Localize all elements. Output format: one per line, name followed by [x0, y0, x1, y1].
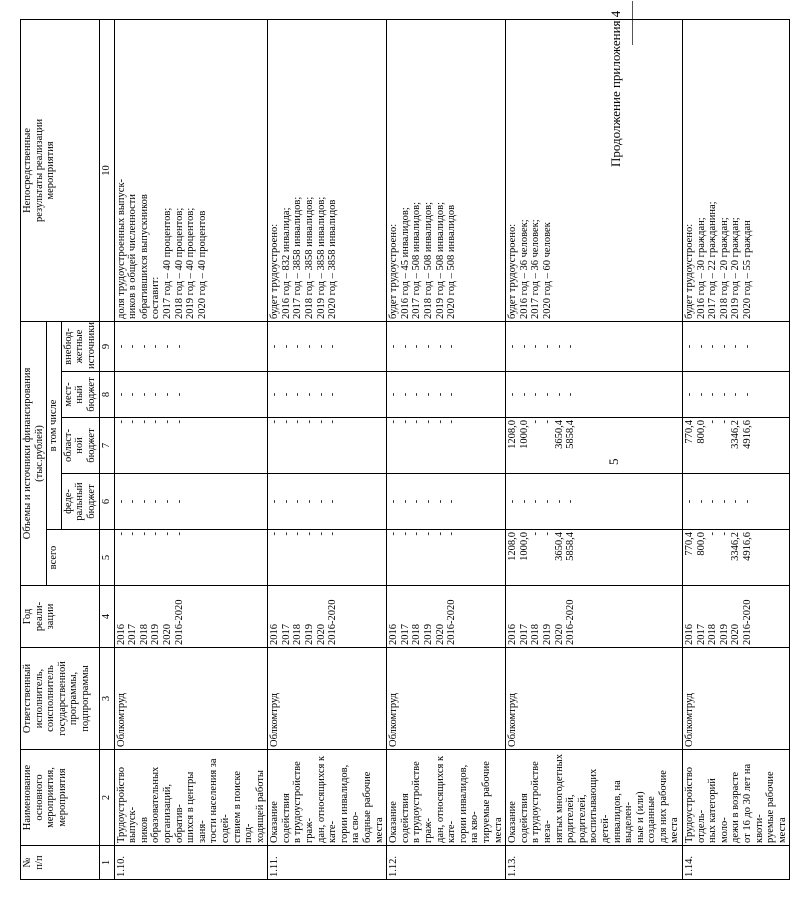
row-total: 770,4 800,0 - - 3346,2 4916,6: [683, 530, 790, 586]
column-number-7: 7: [99, 418, 114, 474]
row-total: - - - - - -: [387, 530, 506, 586]
row-extra: - - - - - -: [268, 321, 387, 371]
table-row: [683, 19, 790, 879]
header-total: всего: [47, 530, 99, 586]
column-number-9: 9: [99, 321, 114, 371]
column-number-1: 1: [99, 846, 114, 880]
row-regional: - - - - - -: [268, 418, 387, 474]
header-results: Непосредственные результаты реализации мероприятия: [21, 19, 100, 321]
row-name: Оказание содействия в трудоустройстве граж- дан, относящихся к кате- гории инвалидов, на кво- тируемые рабочие места: [387, 750, 506, 846]
table-row: [268, 19, 387, 879]
table-row: [387, 19, 506, 879]
program-table: [20, 19, 790, 880]
row-extra: - - - - - -: [114, 321, 268, 371]
page-number: 5: [606, 458, 621, 465]
row-local: - - - - - -: [114, 372, 268, 418]
row-executor: Облкомтруд: [683, 648, 790, 750]
column-number-6: 6: [99, 474, 114, 530]
row-years: 2016 2017 2018 2019 2020 2016-2020: [387, 586, 506, 648]
table-row: [114, 19, 268, 879]
column-number-8: 8: [99, 372, 114, 418]
row-results: будет трудоустроено: 2016 год – 45 инвалидов; 2017 год – 508 инвалидов; 2018 год – 508 инвалидов; 2019 год – 508 инвалидов; 2020 год – 508 инвалидов: [387, 19, 506, 321]
row-years: 2016 2017 2018 2019 2020 2016-2020: [268, 586, 387, 648]
row-results: доля трудоустроенных выпуск- ников в общей численности обратившихся выпускников составит: 2017 год – 40 процентов; 2018 год – 40 процентов; 2019 год – 40 процентов; 2020 год – 40 процентов: [114, 19, 268, 321]
header-local: мест- ный бюджет: [61, 372, 99, 418]
row-number: 1.10.: [114, 846, 268, 880]
column-number-row: [99, 19, 114, 879]
header-period: Год реали- зации: [21, 586, 100, 648]
row-regional: - - - - - -: [387, 418, 506, 474]
row-name: Оказание содействия в трудоустройстве неза- нятых многодетных родителей, родителей, воспитывающих детей- инвалидов, на выделен- ные и (или) созданные для них рабочие места: [506, 750, 683, 846]
header-regional: област- ной бюджет: [61, 418, 99, 474]
header-funding: Объемы и источники финансирования (тыс.рублей): [21, 321, 47, 585]
table-row: [506, 19, 683, 879]
row-local: - - - - - -: [387, 372, 506, 418]
header-num: № п/п: [21, 846, 100, 880]
row-years: 2016 2017 2018 2019 2020 2016-2020: [683, 586, 790, 648]
row-federal: - - - - - -: [114, 474, 268, 530]
column-number-10: 10: [99, 19, 114, 321]
row-years: 2016 2017 2018 2019 2020 2016-2020: [114, 586, 268, 648]
row-extra: - - - - - -: [387, 321, 506, 371]
column-number-4: 4: [99, 586, 114, 648]
row-name: Оказание содействия в трудоустройстве граж- дан, относящихся к кате- гории инвалидов, на сво- бодные рабочие места: [268, 750, 387, 846]
header-extra: внебюд- жетные источники: [61, 321, 99, 371]
row-regional: 1208,0 1000,0 - - 3650,4 5858,4: [506, 418, 683, 474]
row-years: 2016 2017 2018 2019 2020 2016-2020: [506, 586, 683, 648]
row-extra: - - - - - -: [506, 321, 683, 371]
row-local: - - - - - -: [268, 372, 387, 418]
row-name: Трудоустройство выпуск- ников образовательных организаций, обратив- шихся в центры заня- тости населения за содей- ствием в поиске под- ходящей работы: [114, 750, 268, 846]
row-name: Трудоустройство отдель- ных категорий моло- дежи в возрасте от 16 до 30 лет на квоти- руемые рабочие места: [683, 750, 790, 846]
row-executor: Облкомтруд: [506, 648, 683, 750]
column-number-2: 2: [99, 750, 114, 846]
row-local: - - - - - -: [506, 372, 683, 418]
header-federal: феде- ральный бюджет: [61, 474, 99, 530]
row-regional: 770,4 800,0 - - 3346,2 4916,6: [683, 418, 790, 474]
row-total: 1208,0 1000,0 - - 3650,4 5858,4: [506, 530, 683, 586]
row-number: 1.11.: [268, 846, 387, 880]
row-executor: Облкомтруд: [114, 648, 268, 750]
row-federal: - - - - - -: [506, 474, 683, 530]
row-federal: - - - - - -: [268, 474, 387, 530]
row-federal: - - - - - -: [683, 474, 790, 530]
row-number: 1.14.: [683, 846, 790, 880]
header-executor: Ответственный исполнитель, соисполнитель государственной программы, подпрограммы: [21, 648, 100, 750]
row-total: - - - - - -: [268, 530, 387, 586]
row-total: - - - - - -: [114, 530, 268, 586]
row-results: будет трудоустроено: 2016 год – 36 человек; 2017 год – 36 человек; 2020 год – 60 человек: [506, 19, 683, 321]
row-extra: - - - - - -: [683, 321, 790, 371]
row-number: 1.12.: [387, 846, 506, 880]
column-number-5: 5: [99, 530, 114, 586]
row-local: - - - - - -: [683, 372, 790, 418]
header-name: Наименование основного мероприятия, мероприятия: [21, 750, 100, 846]
row-regional: - - - - - -: [114, 418, 268, 474]
row-executor: Облкомтруд: [268, 648, 387, 750]
row-results: будет трудоустроено: 2016 год – 30 граждан; 2017 год – 22 гражданина; 2018 год – 20 граждан; 2019 год – 20 граждан; 2020 год – 55 граждан: [683, 19, 790, 321]
continuation-label: Продолжение приложения 4: [608, 10, 623, 167]
row-federal: - - - - - -: [387, 474, 506, 530]
header-in-that: в том числе: [47, 321, 62, 529]
row-results: будет трудоустроено: 2016 год – 832 инвалида; 2017 год – 3858 инвалидов; 2018 год – 3858 инвалидов; 2019 год – 3858 инвалидов; 2020 год – 3858 инвалидов: [268, 19, 387, 321]
column-number-3: 3: [99, 648, 114, 750]
row-executor: Облкомтруд: [387, 648, 506, 750]
row-number: 1.13.: [506, 846, 683, 880]
